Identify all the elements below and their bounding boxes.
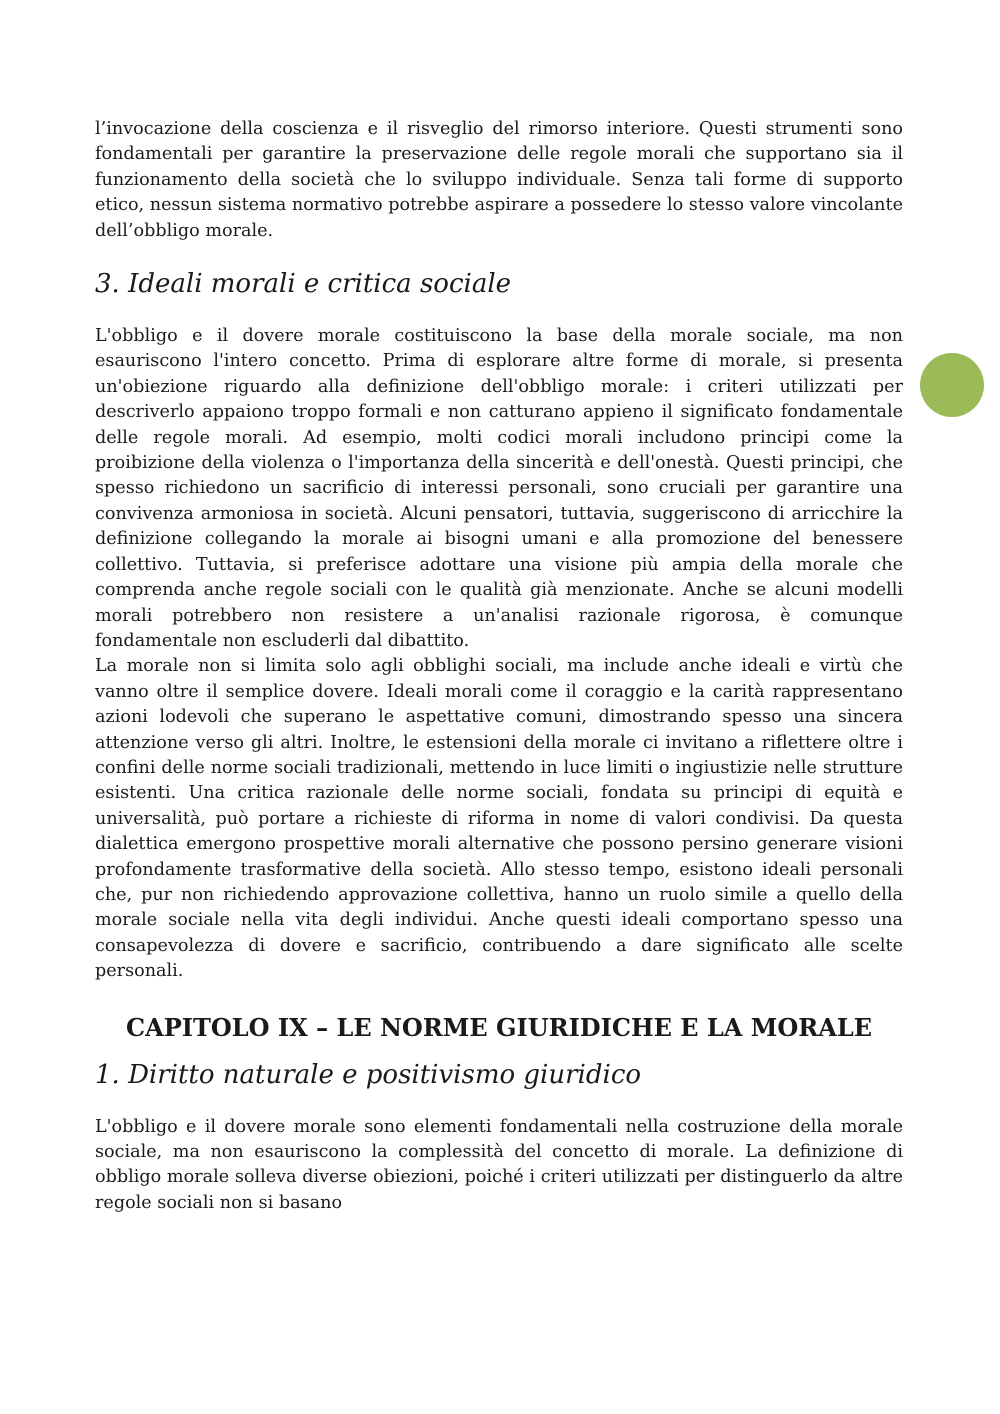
section-heading-ideali-morali: 3. Ideali morali e critica sociale [95,269,512,300]
chapter-heading: CAPITOLO IX – LE NORME GIURIDICHE E LA MORALE [126,1012,872,1042]
paragraph-continuation: l’invocazione della coscienza e il risveglio del rimorso interiore. Questi strumenti sono fondamentali per garantire la preservazione delle regole morali che supportano sia il funzionamento della società che lo sviluppo individuale. Senza tali forme di supporto etico, nessun sistema normativo potrebbe aspirare a possedere lo stesso valore vincolante dell’obbligo morale. [95,119,903,241]
section-heading-diritto-naturale: 1. Diritto naturale e positivismo giuridico [95,1059,642,1090]
paragraph-diritto-intro: L'obbligo e il dovere morale sono elementi fondamentali nella costruzione della morale sociale, ma non esauriscono la complessità del concetto di morale. La definizione di obbligo morale solleva diverse obiezioni, poiché i criteri utilizzati per distinguerlo da altre regole sociali non si basano [95,1116,903,1213]
page-marker-dot [920,353,984,417]
paragraph-obbligo-dovere: L'obbligo e il dovere morale costituiscono la base della morale sociale, ma non esauriscono l'intero concetto. Prima di esplorare altre forme di morale, si presenta un'obiezione riguardo alla definizione dell'obbligo morale: i criteri utilizzati per descriverlo appaiono troppo formali e non catturano appieno il significato fondamentale delle regole morali. Ad esempio, molti codici morali includono principi come la proibizione della violenza o l'importanza della sincerità e dell'onestà. Questi principi, che spesso richiedono un sacrificio di interessi personali, sono cruciali per garantire una convivenza armoniosa in società. Alcuni pensatori, tuttavia, suggeriscono di arricchire la definizione collegando la morale ai bisogni umani e alla promozione del benessere collettivo. Tuttavia, si preferisce adottare una visione più ampia della morale che comprenda anche regole sociali con le qualità già menzionate. Anche se alcuni modelli morali potrebbero non resistere a un'analisi razionale rigorosa, è comunque fondamentale non escluderli dal dibattito. [95,326,903,651]
paragraph-ideali-virtu: La morale non si limita solo agli obblighi sociali, ma include anche ideali e virtù che vanno oltre il semplice dovere. Ideali morali come il coraggio e la carità rappresentano azioni lodevoli che superano le aspettative comuni, dimostrando spesso una sincera attenzione verso gli altri. Inoltre, le estensioni della morale ci invitano a riflettere oltre i confini delle norme sociali tradizionali, mettendo in luce limiti o ingiustizie nelle strutture esistenti. Una critica razionale delle norme sociali, fondata su principi di equità e universalità, può portare a richieste di riforma in nome di valori condivisi. Da questa dialettica emergono prospettive morali alternative che possono persino generare visioni profondamente trasformative della società. Allo stesso tempo, esistono ideali personali che, pur non richiedendo approvazione collettiva, hanno un ruolo simile a quello della morale sociale nella vita degli individui. Anche questi ideali comportano spesso una consapevolezza di dovere e sacrificio, contribuendo a dare significato alle scelte personali. [95,656,903,982]
page-content [95,117,903,1216]
